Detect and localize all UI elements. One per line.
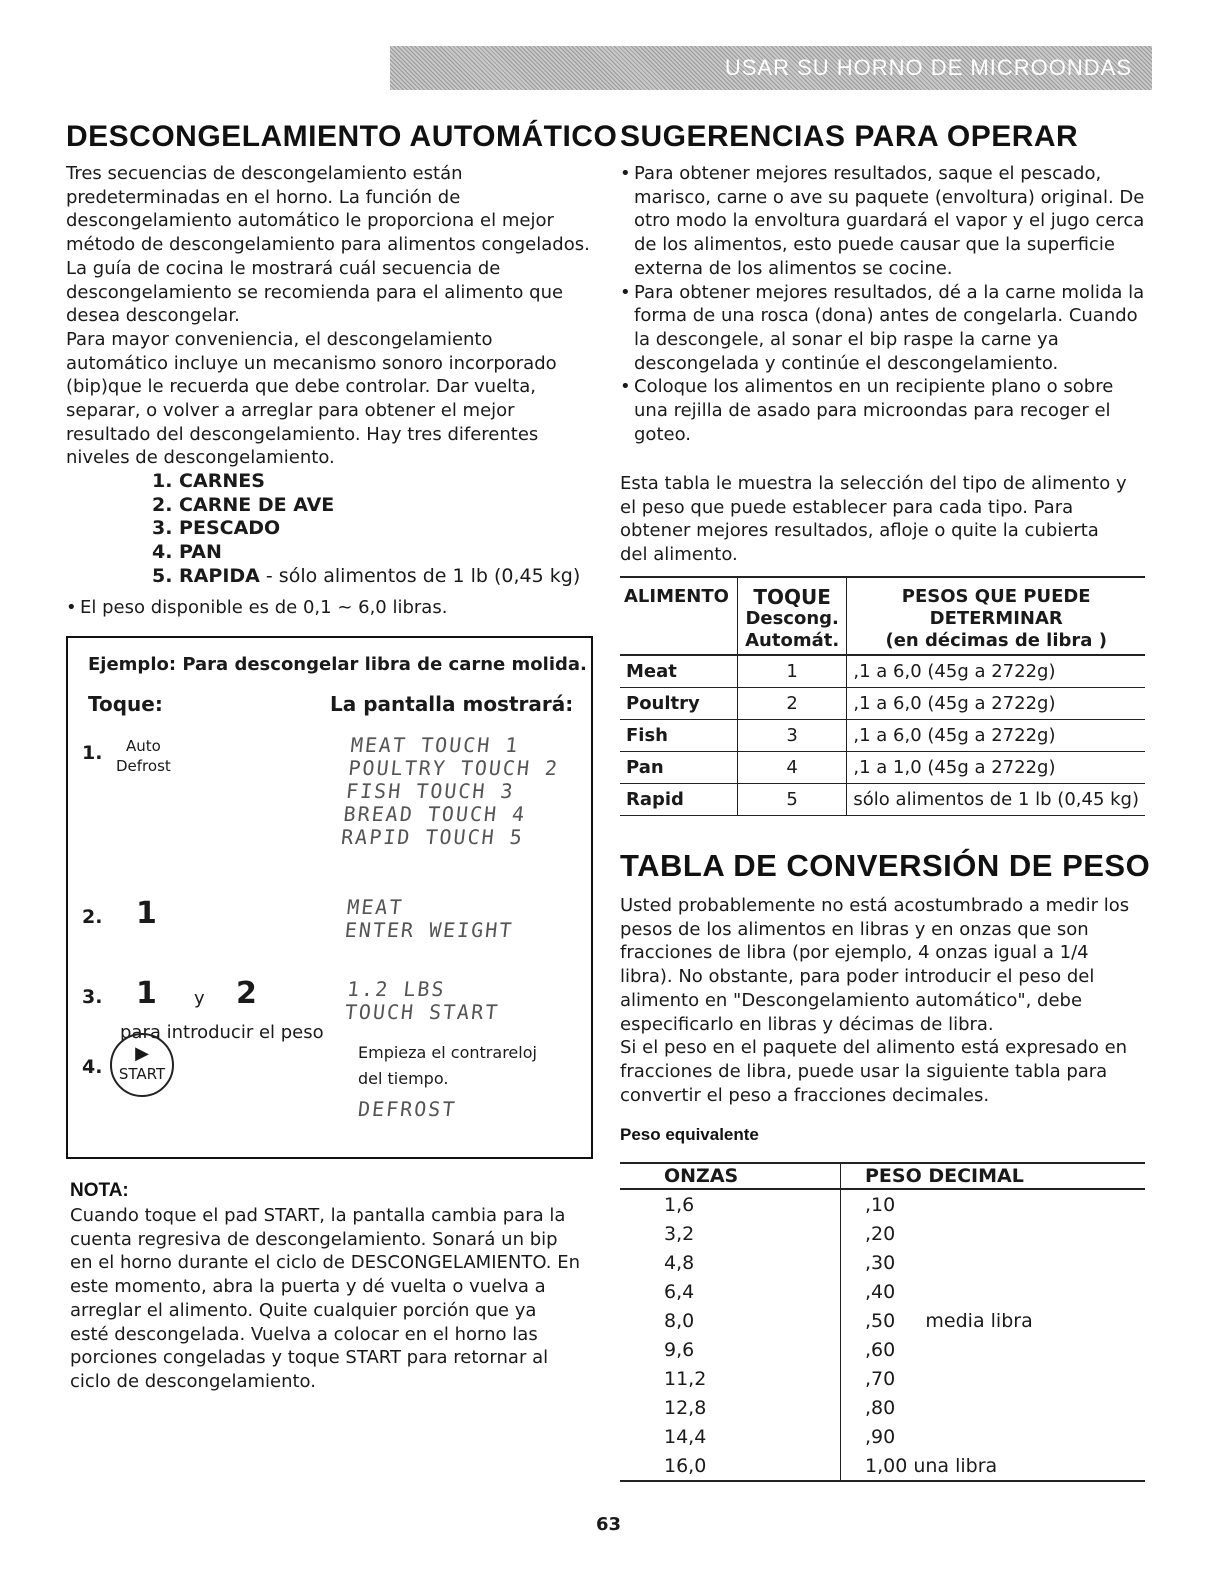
auto-defrost-text bbox=[66, 162, 596, 470]
touch-header: Toque: bbox=[88, 692, 163, 716]
ounces-cell: 11,2 bbox=[620, 1364, 841, 1393]
lcd-line: FISH TOUCH 3 bbox=[344, 779, 516, 803]
touch-cell: 2 bbox=[737, 688, 847, 720]
lcd-line: RAPID TOUCH 5 bbox=[339, 825, 526, 849]
weight-cell: ,1 a 1,0 (45g a 2722g) bbox=[847, 752, 1145, 784]
play-icon: ▶ bbox=[135, 1043, 149, 1064]
decimal-cell: ,60 bbox=[865, 1339, 896, 1361]
step-2-number: 2. bbox=[82, 906, 103, 928]
tips-list bbox=[620, 162, 1150, 446]
table-row bbox=[620, 1364, 1145, 1393]
auto-defrost-key bbox=[116, 736, 171, 776]
auto-defrost-paragraph-1: Tres secuencias de descongelamiento están predeterminadas en el horno. La función de descongelamiento automático le proporciona el mejor método de descongelamiento para alimentos congelados. La guía de cocina le mostrará cuál secuencia de descongelamiento se recomienda para el alimento que desea descongelar. bbox=[66, 163, 590, 327]
table-row bbox=[620, 1451, 1145, 1481]
table-row bbox=[620, 752, 1145, 784]
conversion-table bbox=[620, 1162, 1145, 1482]
touch-cell: 4 bbox=[737, 752, 847, 784]
ounces-cell: 6,4 bbox=[620, 1277, 841, 1306]
level-item: 2. CARNE DE AVE bbox=[152, 493, 335, 516]
lcd-line: BREAD TOUCH 4 bbox=[342, 802, 528, 826]
table-row bbox=[620, 1219, 1145, 1248]
weight-cell: ,1 a 6,0 (45g a 2722g) bbox=[847, 655, 1145, 688]
example-title: Ejemplo: Para descongelar libra de carne molida. bbox=[88, 654, 587, 675]
col-touch-header bbox=[737, 577, 847, 655]
level-item: 4. PAN bbox=[152, 541, 222, 564]
decimal-cell: ,80 bbox=[865, 1397, 896, 1419]
auto-defrost-title: DESCONGELAMIENTO AUTOMÁTICO bbox=[66, 120, 618, 153]
ounces-cell: 16,0 bbox=[620, 1451, 841, 1481]
level-item: 3. PESCADO bbox=[152, 517, 281, 540]
col-food-header: ALIMENTO bbox=[620, 577, 737, 655]
conversion-paragraph-1: Usted probablemente no está acostumbrado a medir los pesos de los alimentos en libras y en onzas que son fracciones de libra (por ejemplo, 4 onzas igual a 1/4 libra). No obstante, para poder introducir el peso del alimento en "Descongelamiento automático", debe especificarlo en libras y décimas de libra. bbox=[620, 895, 1130, 1035]
table-row bbox=[620, 1422, 1145, 1451]
step-4-display: DEFROST bbox=[356, 1097, 458, 1121]
decimal-cell: ,20 bbox=[865, 1223, 896, 1245]
bullet-text: • El peso disponible es de 0,1 ~ 6,0 libras. bbox=[66, 596, 606, 620]
food-cell: Poultry bbox=[620, 688, 737, 720]
key-1: 1 bbox=[136, 896, 157, 931]
example-box bbox=[66, 636, 593, 1159]
ounces-cell: 4,8 bbox=[620, 1248, 841, 1277]
conversion-subtitle: Peso equivalente bbox=[620, 1125, 759, 1144]
weight-range-note bbox=[66, 596, 606, 620]
step-4-number: 4. bbox=[82, 1056, 103, 1078]
lcd-line: 1.2 LBS bbox=[346, 977, 447, 1001]
auto-defrost-paragraph-2: Para mayor conveniencia, el descongelamiento automático incluye un mecanismo sonoro incorporado (bip)que le recuerda que debe controlar. Dar vuelta, separar, o volver a arreglar para obtener el mejor resultado del descongelamiento. Hay tres diferentes niveles de descongelamiento. bbox=[66, 328, 557, 469]
table-row bbox=[620, 688, 1145, 720]
nota-title: NOTA: bbox=[70, 1180, 129, 1201]
decimal-cell: ,10 bbox=[865, 1194, 896, 1216]
table-row bbox=[620, 720, 1145, 752]
touch-cell: 3 bbox=[737, 720, 847, 752]
food-cell: Fish bbox=[620, 720, 737, 752]
table-row bbox=[620, 655, 1145, 688]
ounces-cell: 12,8 bbox=[620, 1393, 841, 1422]
start-label: START bbox=[118, 1065, 166, 1083]
col-touch-line3: Automát. bbox=[745, 630, 840, 651]
conversion-text bbox=[620, 894, 1140, 1107]
key-1: 1 bbox=[136, 976, 157, 1011]
step-1-number: 1. bbox=[82, 742, 103, 764]
col-touch-line2: Descong. bbox=[745, 608, 839, 629]
key-2: 2 bbox=[236, 976, 257, 1011]
weight-cell: sólo alimentos de 1 lb (0,45 kg) bbox=[847, 784, 1145, 816]
weight-cell: ,1 a 6,0 (45g a 2722g) bbox=[847, 688, 1145, 720]
ounces-cell: 9,6 bbox=[620, 1335, 841, 1364]
section-banner: USAR SU HORNO DE MICROONDAS bbox=[390, 46, 1152, 90]
col-weight-header bbox=[847, 577, 1145, 655]
decimal-cell: ,90 bbox=[865, 1426, 896, 1448]
lcd-line: TOUCH START bbox=[343, 1000, 501, 1024]
table-row bbox=[620, 1335, 1145, 1364]
food-cell: Rapid bbox=[620, 784, 737, 816]
decimal-cell: ,50 media libra bbox=[865, 1310, 1033, 1332]
level-item: 1. CARNES bbox=[152, 470, 265, 492]
lcd-line: MEAT bbox=[346, 895, 405, 919]
step-4-note-line2: del tiempo. bbox=[358, 1069, 449, 1088]
table-row bbox=[620, 1189, 1145, 1219]
ounces-cell: 1,6 bbox=[620, 1189, 841, 1219]
step-1-display bbox=[340, 734, 563, 849]
and-label: y bbox=[194, 988, 205, 1009]
display-header: La pantalla mostrará: bbox=[330, 692, 574, 716]
table-row bbox=[620, 1393, 1145, 1422]
col-weight-line3: (en décimas de libra ) bbox=[885, 630, 1107, 651]
step-4-note bbox=[358, 1040, 537, 1092]
conversion-paragraph-2: Si el peso en el paquete del alimento está expresado en fracciones de libra, puede usar la siguiente tabla para convertir el peso a fracciones decimales. bbox=[620, 1037, 1128, 1106]
table-row bbox=[620, 784, 1145, 816]
lcd-line: ENTER WEIGHT bbox=[343, 918, 515, 942]
col-weight-line1: PESOS QUE PUEDE bbox=[901, 586, 1091, 607]
table-row bbox=[620, 1277, 1145, 1306]
level-5-label: 5. RAPIDA bbox=[152, 564, 260, 587]
col-ounces-header: ONZAS bbox=[620, 1163, 841, 1189]
nota-text: Cuando toque el pad START, la pantalla cambia para la cuenta regresiva de descongelamiento. Sonará un bip en el horno durante el ciclo de DESCONGELAMIENTO. En este momento, abra la puerta y dé vuelta o vuelva a arreglar el alimento. Quite cualquier porción que ya esté descongelada. Vuelva a colocar en el horno las porciones congeladas y toque START para retornar al ciclo de descongelamiento. bbox=[70, 1205, 580, 1392]
tip-item: • Para obtener mejores resultados, saque el pescado, marisco, carne o ave su paquete (envoltura) original. De otro modo la envoltura guardará el vapor y el jugo cerca de los alimentos, esto puede causar que la superficie externa de los alimentos se cocine. bbox=[620, 162, 1150, 281]
defrost-levels bbox=[152, 470, 580, 589]
table-intro: Esta tabla le muestra la selección del tipo de alimento y el peso que puede establecer para cada tipo. Para obtener mejores resultados, afloje o quite la cubierta del alimento. bbox=[620, 473, 1127, 566]
auto-defrost-key-line1: Auto bbox=[125, 737, 161, 755]
weight-cell: ,1 a 6,0 (45g a 2722g) bbox=[847, 720, 1145, 752]
step-4-note-line1: Empieza el contrareloj bbox=[358, 1043, 537, 1062]
level-item bbox=[152, 565, 580, 589]
touch-cell: 5 bbox=[737, 784, 847, 816]
decimal-cell: ,70 bbox=[865, 1368, 896, 1390]
tip-item: • Coloque los alimentos en un recipiente plano o sobre una rejilla de asado para microondas para recoger el goteo. bbox=[620, 375, 1150, 446]
step-3-display bbox=[344, 978, 503, 1024]
auto-defrost-key-line2: Defrost bbox=[116, 757, 171, 775]
step-2-display bbox=[344, 896, 517, 942]
conversion-title: TABLA DE CONVERSIÓN DE PESO bbox=[620, 848, 1151, 883]
food-cell: Meat bbox=[620, 655, 737, 688]
start-button bbox=[110, 1033, 174, 1097]
step-3-number: 3. bbox=[82, 986, 103, 1008]
tip-item: • Para obtener mejores resultados, dé a la carne molida la forma de una rosca (dona) antes de congelarla. Cuando la descongele, al sonar el bip raspe la carne ya descongelada y continúe el descongelamiento. bbox=[620, 281, 1150, 376]
touch-cell: 1 bbox=[737, 655, 847, 688]
col-weight-line2: DETERMINAR bbox=[929, 608, 1063, 629]
table-row bbox=[620, 1306, 1145, 1335]
col-touch-line1: TOQUE bbox=[753, 585, 831, 609]
tips-title: SUGERENCIAS PARA OPERAR bbox=[620, 120, 1079, 153]
col-decimal-header: PESO DECIMAL bbox=[841, 1163, 1146, 1189]
enter-weight-note: para introducir el peso bbox=[120, 1022, 324, 1043]
decimal-cell: ,40 bbox=[865, 1281, 896, 1303]
food-cell: Pan bbox=[620, 752, 737, 784]
decimal-cell: 1,00 una libra bbox=[841, 1451, 1146, 1481]
lcd-line: POULTRY TOUCH 2 bbox=[347, 756, 561, 780]
lcd-line: MEAT TOUCH 1 bbox=[349, 733, 521, 757]
ounces-cell: 14,4 bbox=[620, 1422, 841, 1451]
page-number: 63 bbox=[596, 1514, 622, 1535]
level-5-note: - sólo alimentos de 1 lb (0,45 kg) bbox=[259, 564, 581, 587]
ounces-cell: 3,2 bbox=[620, 1219, 841, 1248]
decimal-cell: ,30 bbox=[865, 1252, 896, 1274]
ounces-cell: 8,0 bbox=[620, 1306, 841, 1335]
food-weight-table bbox=[620, 576, 1145, 816]
table-row bbox=[620, 1248, 1145, 1277]
